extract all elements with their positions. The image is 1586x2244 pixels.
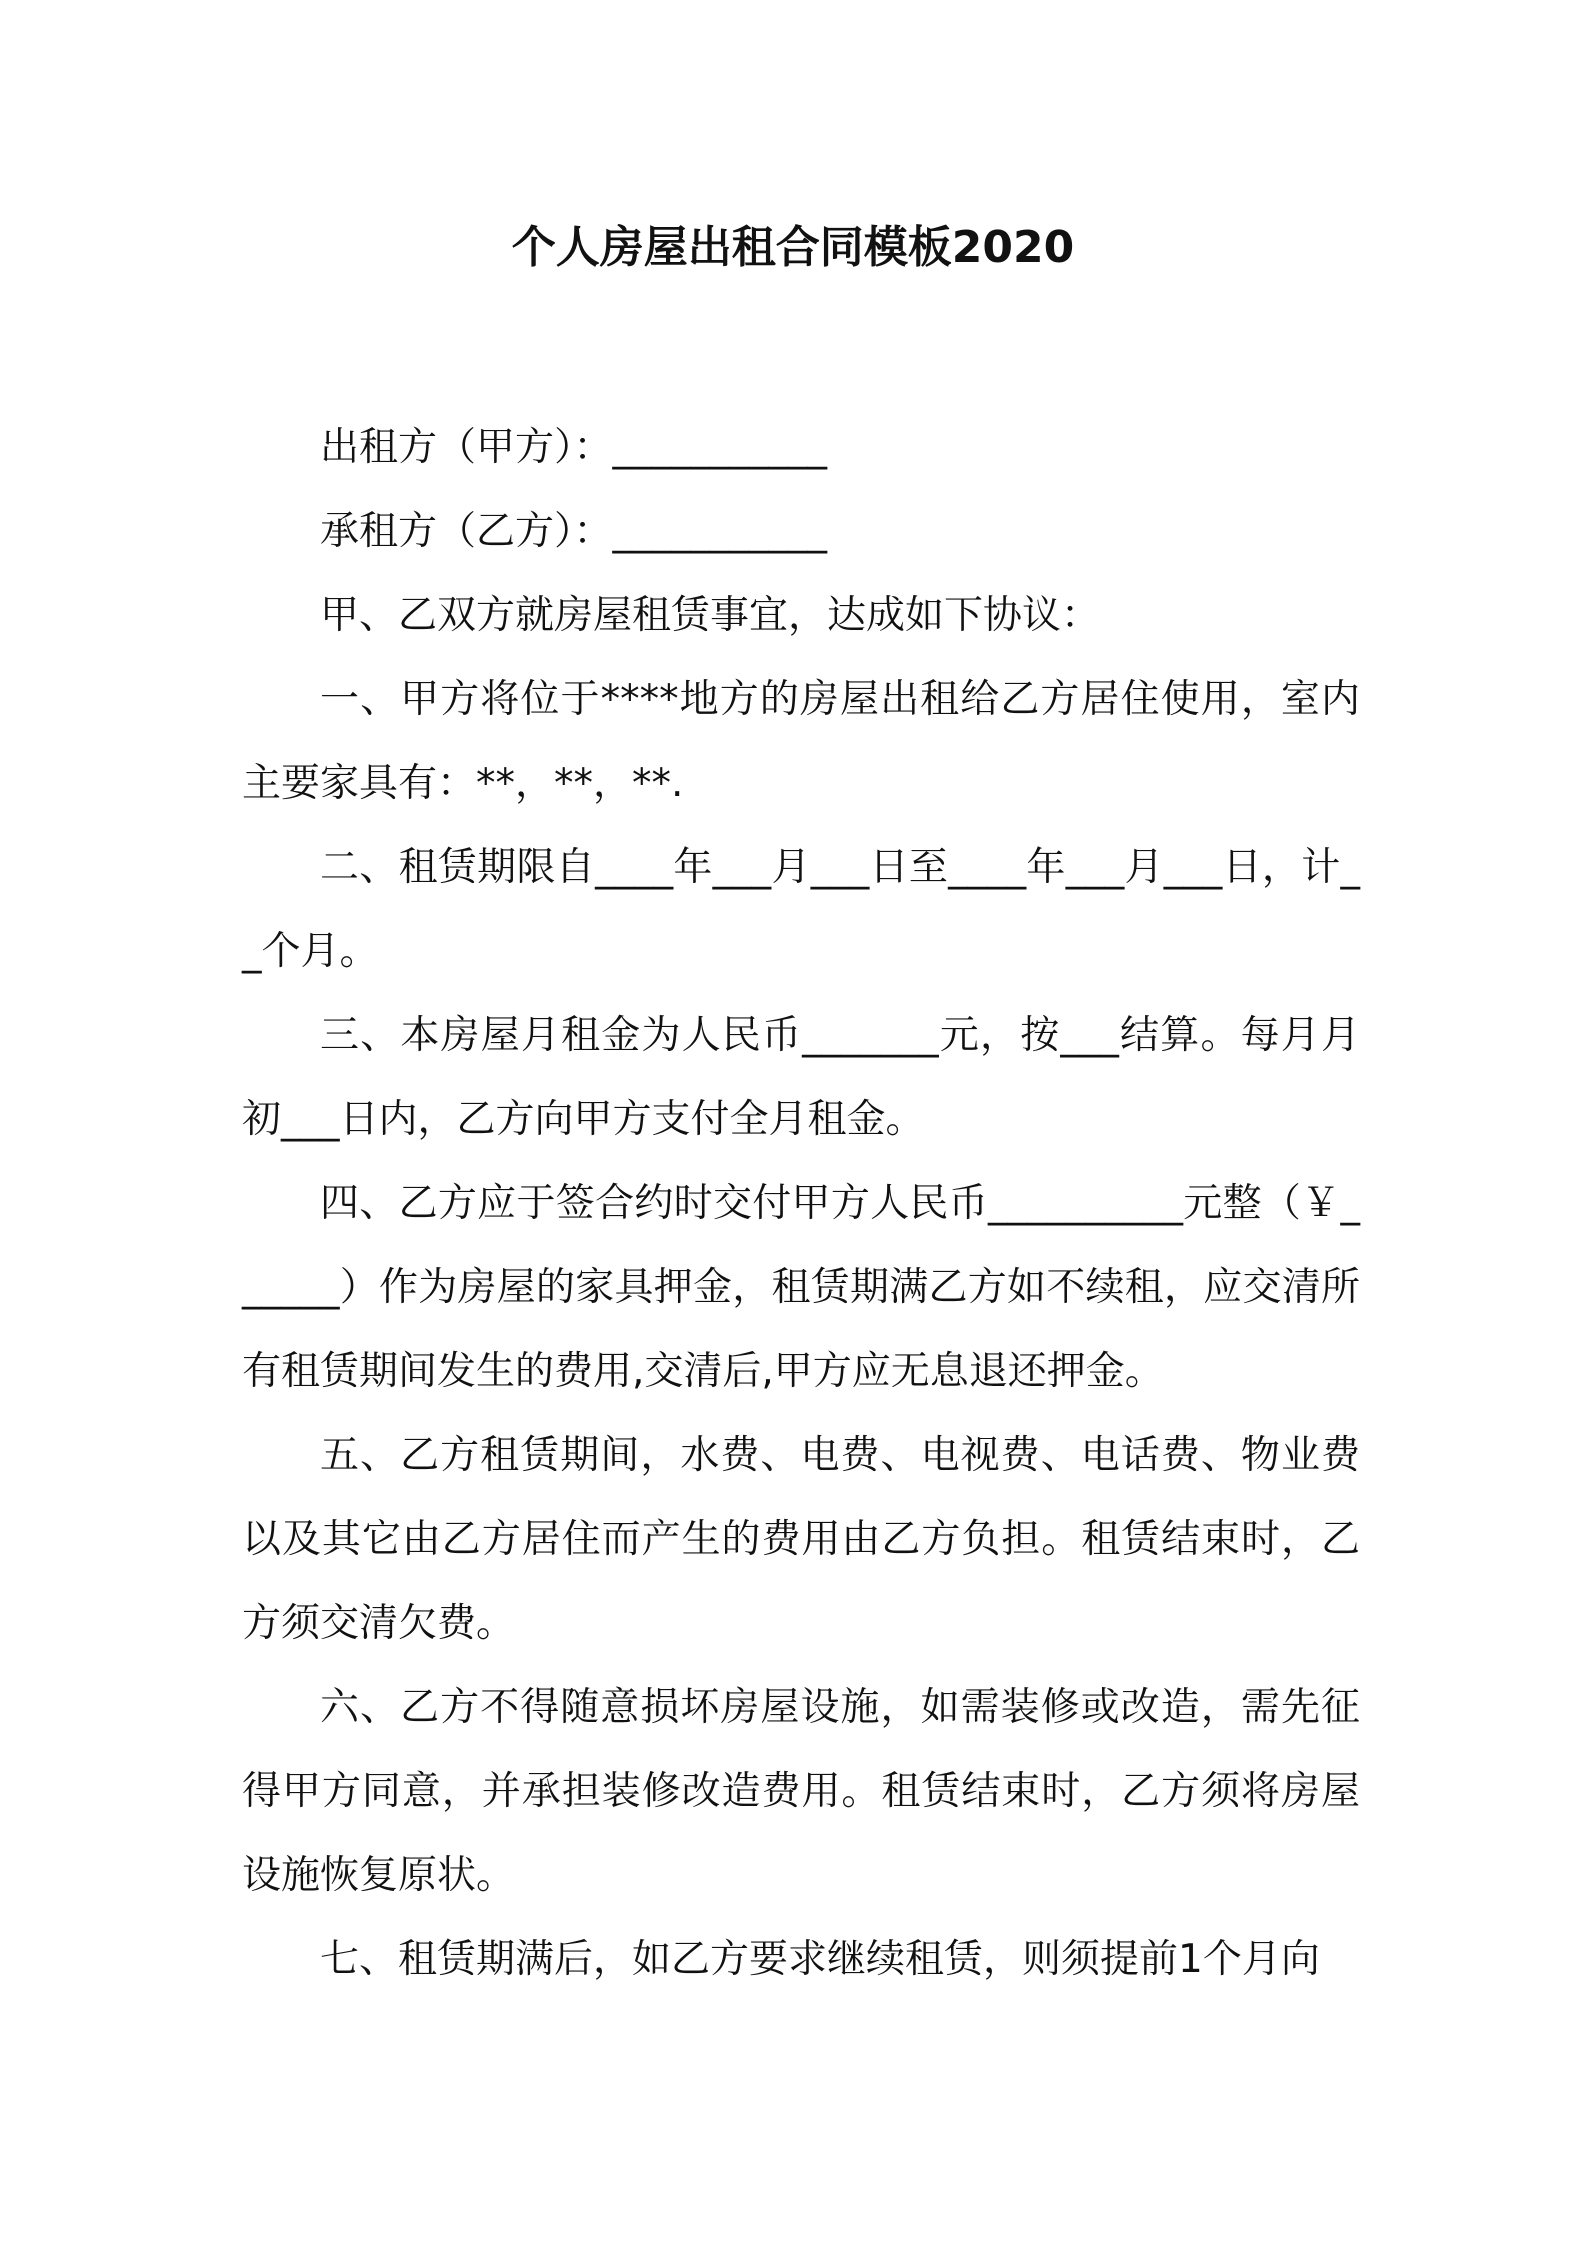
clause-3: 三、本房屋月租金为人民币_______元，按___结算。每月月初___日内，乙方向甲方支付全月租金。 <box>242 1013 1360 1142</box>
agreement-intro: 甲、乙双方就房屋租赁事宜，达成如下协议： <box>320 593 1101 638</box>
clause-5: 五、乙方租赁期间，水费、电费、电视费、电话费、物业费以及其它由乙方居住而产生的费用由乙方负担。租赁结束时，乙方须交清欠费。 <box>242 1433 1360 1646</box>
clause-1: 一、甲方将位于****地方的房屋出租给乙方居住使用，室内主要家具有：**，**，**. <box>242 677 1360 806</box>
lessor-line: 出租方（甲方）：___________ <box>320 425 828 470</box>
document-title: 个人房屋出租合同模板2020 <box>511 222 1075 273</box>
clause-7: 七、租赁期满后，如乙方要求继续租赁，则须提前1个月向 <box>320 1937 1320 1982</box>
document-body <box>242 406 1360 2002</box>
clause-4: 四、乙方应于签合约时交付甲方人民币__________元整（￥______）作为房屋的家具押金，租赁期满乙方如不续租，应交清所有租赁期间发生的费用,交清后,甲方应无息退还押金。 <box>242 1181 1360 1394</box>
clause-2: 二、租赁期限自____年___月___日至____年___月___日，计__个月。 <box>242 845 1360 974</box>
lessee-line: 承租方（乙方）：___________ <box>320 509 828 554</box>
clause-6: 六、乙方不得随意损坏房屋设施，如需装修或改造，需先征得甲方同意，并承担装修改造费用。租赁结束时，乙方须将房屋设施恢复原状。 <box>242 1685 1360 1898</box>
